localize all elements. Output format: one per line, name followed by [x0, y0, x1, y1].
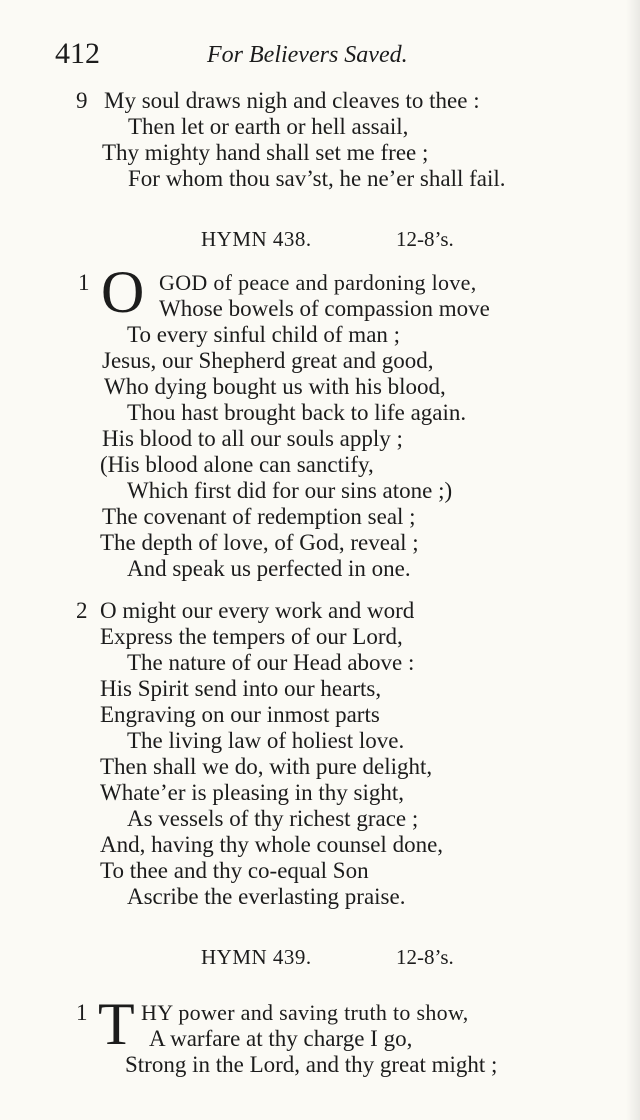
- verse-line: For whom thou sav’st, he ne’er shall fail.: [128, 166, 506, 191]
- verse-line: Engraving on our inmost parts: [100, 702, 380, 727]
- hymn-meter: 12-8’s.: [396, 945, 454, 969]
- verse-line: Whose bowels of compassion move: [159, 296, 490, 321]
- verse-line: The covenant of redemption seal ;: [102, 504, 416, 529]
- verse-line: Jesus, our Shepherd great and good,: [102, 348, 434, 373]
- verse-number: 1: [76, 1000, 88, 1025]
- verse-line: Thy mighty hand shall set me free ;: [102, 140, 429, 165]
- verse-line: (His blood alone can sanctify,: [100, 452, 374, 477]
- running-head: For Believers Saved.: [207, 42, 408, 68]
- verse-line: To thee and thy co-equal Son: [100, 858, 369, 883]
- verse-line: As vessels of thy richest grace ;: [127, 806, 419, 831]
- verse-line: HY power and saving truth to show,: [141, 1000, 469, 1025]
- verse-line: GOD of peace and pardoning love,: [159, 270, 477, 295]
- verse-line: And speak us perfected in one.: [127, 556, 411, 581]
- verse-line: Which first did for our sins atone ;): [127, 478, 453, 503]
- verse-number: 2: [76, 598, 88, 623]
- verse-line: Thou hast brought back to life again.: [127, 400, 467, 425]
- verse-line: And, having thy whole counsel done,: [100, 832, 444, 857]
- verse-line: The depth of love, of God, reveal ;: [100, 530, 419, 555]
- hymn-title: HYMN 439.: [201, 945, 312, 969]
- verse-line: Then let or earth or hell assail,: [128, 114, 409, 139]
- verse-line: Then shall we do, with pure delight,: [100, 754, 433, 779]
- verse-number: 9: [76, 88, 88, 113]
- verse-line: His Spirit send into our hearts,: [100, 676, 382, 701]
- page-number: 412: [55, 37, 100, 70]
- drop-cap: O: [101, 259, 145, 325]
- verse-line: My soul draws nigh and cleaves to thee :: [104, 88, 480, 113]
- verse-line: Express the tempers of our Lord,: [100, 624, 403, 649]
- verse-line: Who dying bought us with his blood,: [104, 374, 446, 399]
- verse-line: Whate’er is pleasing in thy sight,: [100, 780, 405, 805]
- verse-number: 1: [78, 270, 90, 295]
- verse-line: The nature of our Head above :: [127, 650, 415, 675]
- verse-line: The living law of holiest love.: [127, 728, 405, 753]
- verse-line: Strong in the Lord, and thy great might ;: [125, 1052, 498, 1077]
- drop-cap: T: [98, 991, 135, 1057]
- verse-line: To every sinful child of man ;: [127, 322, 401, 347]
- verse-line: O might our every work and word: [100, 598, 415, 623]
- hymn-meter: 12-8’s.: [396, 227, 454, 251]
- hymn-title: HYMN 438.: [201, 227, 312, 251]
- page-header: [0, 36, 640, 76]
- verse-line: Ascribe the everlasting praise.: [127, 884, 406, 909]
- verse-line: His blood to all our souls apply ;: [102, 426, 403, 451]
- page-edge-shadow: [626, 0, 640, 1120]
- verse-line: A warfare at thy charge I go,: [149, 1026, 413, 1051]
